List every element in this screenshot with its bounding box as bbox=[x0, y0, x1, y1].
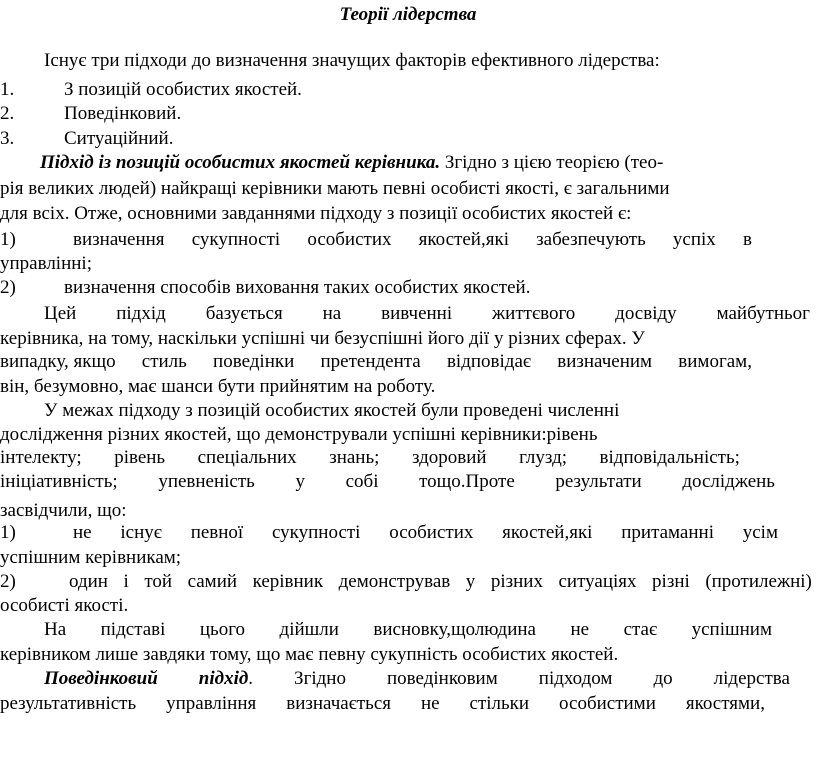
p3-finding-2-cont: особисті якості. bbox=[0, 595, 129, 616]
word: існує bbox=[120, 522, 162, 543]
word: в bbox=[742, 229, 752, 250]
word: особистих bbox=[307, 229, 392, 250]
word: визначеним bbox=[557, 351, 653, 372]
word: цього bbox=[199, 619, 246, 640]
word: досвіду bbox=[615, 303, 677, 324]
p2-line-2: керівника, на тому, наскільки успішні чи безуспішні його дії у різних сферах. У bbox=[0, 328, 645, 349]
word: якостей,які bbox=[418, 229, 509, 250]
word: самий bbox=[187, 571, 238, 592]
word: різних bbox=[490, 571, 543, 592]
word: ситуаціях bbox=[558, 571, 637, 592]
task-1-words bbox=[73, 228, 752, 252]
word: стільки bbox=[469, 693, 530, 714]
word: відповідає bbox=[446, 351, 532, 372]
word: демонстрував bbox=[338, 571, 451, 592]
word: рівень bbox=[114, 447, 166, 468]
word: якостей,які bbox=[502, 522, 593, 543]
p3-line-2: дослідження різних якостей, що демонстрували успішні керівники:рівень bbox=[0, 424, 598, 445]
word: здоровий bbox=[411, 447, 487, 468]
word: На bbox=[44, 619, 67, 640]
p2-line-3 bbox=[0, 350, 752, 374]
word: стає bbox=[623, 619, 658, 640]
word: визначається bbox=[286, 693, 391, 714]
p5-heading-dot: . bbox=[248, 668, 254, 689]
approach-item-3 bbox=[0, 127, 816, 151]
approach-number: 2. bbox=[0, 103, 15, 124]
word: результативність bbox=[0, 693, 137, 714]
word: відповідальність; bbox=[599, 447, 740, 468]
word: спеціальних bbox=[197, 447, 297, 468]
p1-task-2 bbox=[0, 276, 816, 300]
p3-finding-1-cont: успішним керівникам; bbox=[0, 547, 182, 568]
p1-task-1-cont: управлінні; bbox=[0, 253, 92, 274]
word: поведінковим bbox=[387, 668, 498, 689]
task-number: 1) bbox=[0, 229, 16, 250]
p5-line-2 bbox=[0, 692, 765, 716]
p5-heading-word-2: підхід bbox=[198, 668, 249, 689]
p4-line-1 bbox=[44, 618, 772, 642]
p3-line-1: У межах підходу з позицій особистих якостей були проведені численні bbox=[44, 400, 620, 421]
p5-line-1 bbox=[44, 667, 790, 691]
word: певної bbox=[190, 522, 244, 543]
word: якостями, bbox=[685, 693, 765, 714]
word: сукупності bbox=[271, 522, 361, 543]
p3-line-5: засвідчили, що: bbox=[0, 500, 127, 521]
word: життєвого bbox=[492, 303, 576, 324]
approach-number: 3. bbox=[0, 128, 15, 149]
task-text: визначення способів виховання таких особистих якостей. bbox=[64, 277, 531, 298]
word: лідерства bbox=[713, 668, 790, 689]
approach-item-2 bbox=[0, 102, 816, 126]
word: Цей bbox=[44, 303, 77, 324]
word: один bbox=[69, 571, 108, 592]
word: вивченні bbox=[381, 303, 453, 324]
p4-line-2: керівником лише завдяки тому, що має певну сукупність особистих якостей. bbox=[0, 644, 619, 665]
word: результати bbox=[555, 471, 642, 492]
p1-line-1 bbox=[40, 151, 756, 175]
word: той bbox=[144, 571, 173, 592]
page-title: Теорії лідерства bbox=[339, 4, 477, 25]
word: у bbox=[465, 571, 476, 592]
word: не bbox=[570, 619, 590, 640]
word: успішним bbox=[691, 619, 772, 640]
word: визначення bbox=[73, 229, 165, 250]
word: ініціативність; bbox=[0, 471, 118, 492]
word: управління bbox=[166, 693, 257, 714]
word: підходом bbox=[538, 668, 613, 689]
word: особистих bbox=[389, 522, 474, 543]
word: керівник bbox=[252, 571, 324, 592]
intro-line: Існує три підходи до визначення значущих факторів ефективного лідерства: bbox=[44, 50, 660, 71]
p5-heading-word-2-group bbox=[199, 667, 253, 691]
word: тощо.Проте bbox=[419, 471, 515, 492]
word: підхід bbox=[116, 303, 166, 324]
word: притаманні bbox=[621, 522, 714, 543]
p2-line-1 bbox=[44, 302, 810, 326]
word: не bbox=[420, 693, 440, 714]
word: у bbox=[295, 471, 305, 492]
word: упевненість bbox=[158, 471, 255, 492]
word: дійшли bbox=[279, 619, 339, 640]
approach-text: З позицій особистих якостей. bbox=[64, 79, 302, 100]
p3-line-3 bbox=[0, 446, 740, 470]
finding-number: 2) bbox=[0, 571, 16, 592]
approach-text: Поведінковий. bbox=[64, 103, 182, 124]
word: забезпечують bbox=[536, 229, 646, 250]
word: підставі bbox=[100, 619, 166, 640]
word: глузд; bbox=[519, 447, 568, 468]
finding-2-words bbox=[69, 570, 812, 594]
approach-number: 1. bbox=[0, 79, 15, 100]
word: майбутньог bbox=[716, 303, 810, 324]
word: не bbox=[73, 522, 92, 543]
word: собі bbox=[345, 471, 379, 492]
word: претендента bbox=[320, 351, 421, 372]
word: стиль bbox=[141, 351, 187, 372]
p3-line-4 bbox=[0, 470, 775, 494]
word: досліджень bbox=[682, 471, 775, 492]
word: на bbox=[322, 303, 342, 324]
finding-number: 1) bbox=[0, 522, 16, 543]
word: випадку, якщо bbox=[0, 351, 116, 372]
word: усім bbox=[742, 522, 778, 543]
word: поведінки bbox=[213, 351, 295, 372]
p5-heading-word-1: Поведінковий bbox=[44, 668, 158, 689]
p1-line-3: для всіх. Отже, основними завданнями підходу з позиції особистих якостей є: bbox=[0, 203, 632, 224]
approach-text: Ситуаційний. bbox=[64, 128, 174, 149]
p1-line-2: рія великих людей) найкращі керівники мають певні особисті якості, є загальними bbox=[0, 178, 670, 199]
approach-item-1 bbox=[0, 78, 816, 102]
word: базується bbox=[205, 303, 283, 324]
word: успіх bbox=[672, 229, 716, 250]
p1-heading: Підхід із позицій особистих якостей керівника. bbox=[40, 152, 441, 173]
word: сукупності bbox=[191, 229, 281, 250]
p2-line-4: він, безумовно, має шанси бути прийнятим на роботу. bbox=[0, 376, 436, 397]
word: знань; bbox=[329, 447, 380, 468]
word: різні bbox=[652, 571, 690, 592]
word: висновку,щолюдина bbox=[373, 619, 536, 640]
word: до bbox=[653, 668, 673, 689]
word: (протилежні) bbox=[705, 571, 812, 592]
word: вимогам, bbox=[678, 351, 752, 372]
word: Згідно bbox=[294, 668, 346, 689]
p1-line-1-rest: Згідно з цією теорією (тео- bbox=[444, 152, 664, 173]
word: інтелекту; bbox=[0, 447, 82, 468]
word: особистими bbox=[559, 693, 656, 714]
finding-1-words bbox=[73, 521, 778, 545]
word: і bbox=[123, 571, 129, 592]
task-number: 2) bbox=[0, 277, 16, 298]
